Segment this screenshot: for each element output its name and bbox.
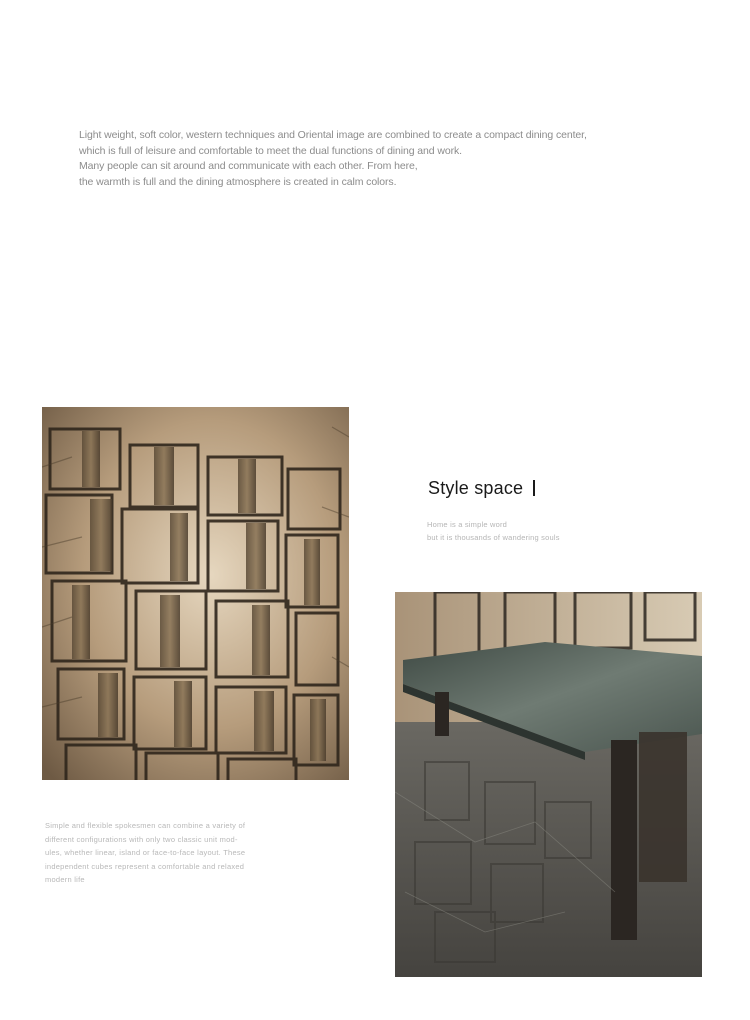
room-divider-illustration	[42, 407, 349, 780]
section-title-text: Style space	[428, 478, 524, 498]
dining-table-photo	[395, 592, 702, 977]
description-line: independent cubes represent a comfortable and relaxed	[45, 861, 245, 871]
description-line: Simple and flexible spokesmen can combine a variety of	[45, 821, 246, 830]
intro-paragraph	[79, 128, 679, 190]
description-line: modern life	[45, 875, 85, 885]
intro-line: which is full of leisure and comfortable to meet the dual functions of dining and work.	[79, 144, 462, 157]
section-title	[428, 478, 535, 499]
intro-line: the warmth is full and the dining atmosphere is created in calm colors.	[79, 175, 397, 188]
section-subtitle	[427, 518, 560, 544]
subtitle-line: but it is thousands of wandering souls	[427, 533, 560, 542]
dining-table-illustration	[395, 592, 702, 977]
title-divider-bar	[533, 480, 535, 496]
room-divider-photo	[42, 407, 349, 780]
description-line: different configurations with only two classic unit mod-	[45, 834, 238, 844]
product-description	[45, 819, 285, 887]
description-line: ules, whether linear, island or face-to-face layout. These	[45, 848, 246, 858]
subtitle-line: Home is a simple word	[427, 520, 508, 529]
intro-line: Many people can sit around and communicate with each other. From here,	[79, 160, 418, 172]
intro-line: Light weight, soft color, western techniques and Oriental image are combined to create a compact dining center,	[79, 129, 587, 141]
